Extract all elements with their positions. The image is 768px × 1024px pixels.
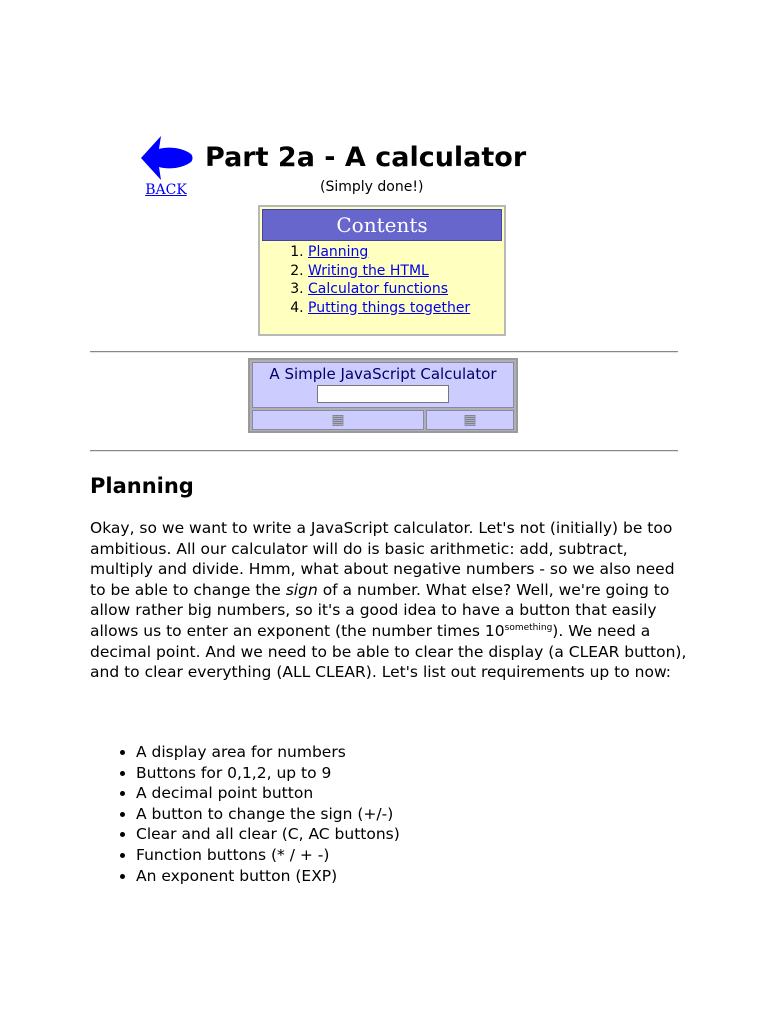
calculator-button-row bbox=[252, 410, 514, 430]
paragraph-superscript: something bbox=[504, 622, 553, 633]
list-item: • A decimal point button bbox=[136, 783, 400, 804]
paragraph-text: Okay, so we want to write a JavaScript calculator. Let's not (initially) be too ambitious. All our calculator will do is basic arithmetic: add, subtract, multiply and divide. Hmm, what about negative numbers - so we also need to be able to change the bbox=[90, 519, 675, 599]
paragraph-text: of a number. What else? Well, we're going to allow rather big numbers, so it's a good idea to have a button that easily allows us to enter an exponent (the number times 10 bbox=[90, 580, 670, 640]
contents-item bbox=[308, 262, 504, 281]
contents-item bbox=[308, 299, 504, 318]
section-heading-planning: Planning bbox=[90, 474, 194, 498]
calculator-display[interactable] bbox=[317, 385, 449, 403]
list-item: • Function buttons (* / + -) bbox=[136, 845, 400, 866]
grid-icon: ▦ bbox=[331, 412, 345, 428]
grid-icon: ▦ bbox=[463, 412, 477, 428]
calculator-header bbox=[252, 362, 514, 408]
back-arrow-icon[interactable] bbox=[139, 134, 193, 182]
contents-heading: Contents bbox=[262, 209, 502, 241]
calculator-widget bbox=[248, 358, 518, 433]
list-item: • A display area for numbers bbox=[136, 742, 400, 763]
divider bbox=[90, 450, 678, 452]
contents-item bbox=[308, 280, 504, 299]
contents-link-planning[interactable]: Planning bbox=[308, 244, 369, 260]
contents-link-calculator-functions[interactable]: Calculator functions bbox=[308, 281, 449, 297]
planning-paragraph bbox=[90, 518, 690, 683]
page-subtitle: (Simply done!) bbox=[320, 179, 424, 195]
page-title: Part 2a - A calculator bbox=[205, 142, 527, 173]
back-link-label[interactable]: BACK bbox=[145, 182, 187, 198]
contents-list bbox=[260, 243, 504, 317]
paragraph-text: ). We need a decimal point. And we need to be able to clear the display (a CLEAR button), and to clear everything (ALL CLEAR). Let's list out requirements up to now: bbox=[90, 621, 687, 682]
list-item: • Buttons for 0,1,2, up to 9 bbox=[136, 763, 400, 784]
contents-link-writing-html[interactable]: Writing the HTML bbox=[308, 262, 429, 279]
list-item: • A button to change the sign (+/-) bbox=[136, 804, 400, 825]
list-item: • Clear and all clear (C, AC buttons) bbox=[136, 824, 400, 845]
contents-item bbox=[308, 243, 504, 262]
contents-box bbox=[258, 205, 506, 336]
divider bbox=[90, 351, 678, 353]
requirements-list bbox=[90, 742, 400, 886]
list-item: • An exponent button (EXP) bbox=[136, 866, 400, 887]
calculator-title: A Simple JavaScript Calculator bbox=[269, 365, 497, 383]
paragraph-emphasis: sign bbox=[285, 580, 318, 599]
calculator-button-left[interactable] bbox=[252, 410, 424, 430]
back-link[interactable] bbox=[138, 134, 194, 204]
contents-link-putting-together[interactable]: Putting things together bbox=[308, 299, 471, 316]
calculator-button-right[interactable] bbox=[426, 410, 514, 430]
